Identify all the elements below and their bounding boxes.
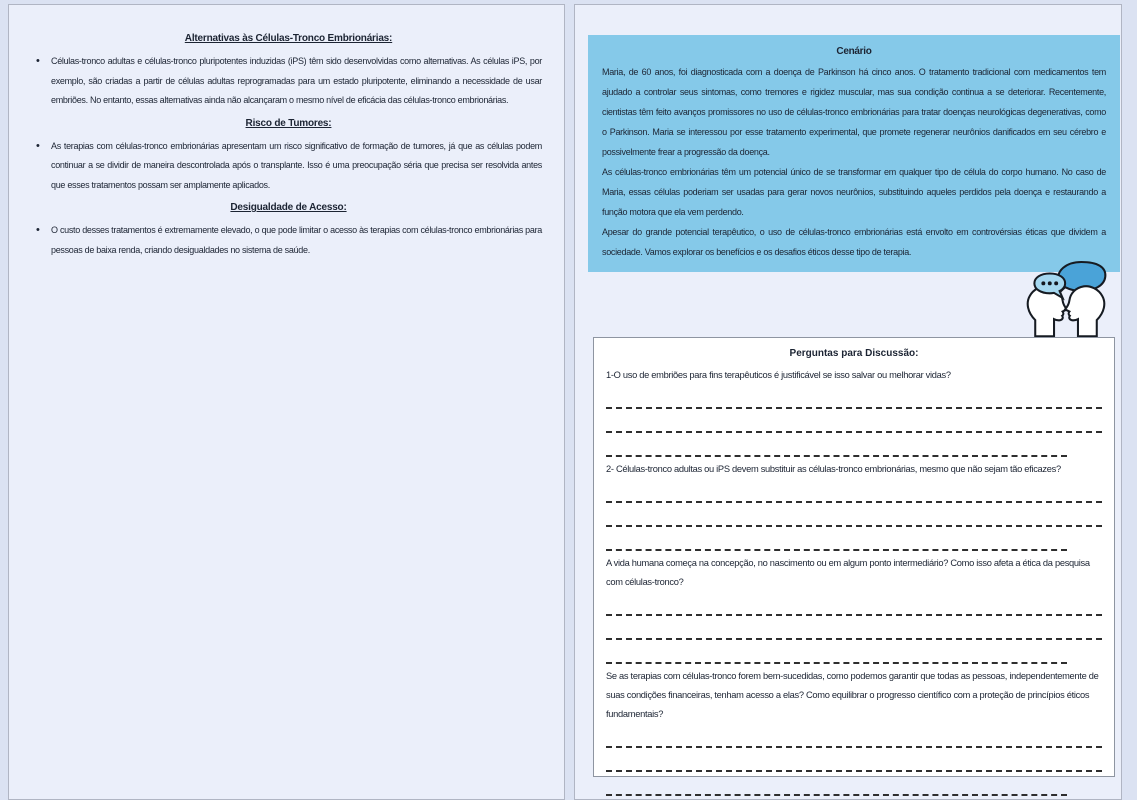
answer-line: [606, 385, 1102, 409]
answer-line: [606, 592, 1102, 616]
scenario-box: [588, 35, 1120, 272]
answer-line: [606, 616, 1102, 640]
section-heading-alternativas: Alternativas às Células-Tronco Embrionárias:: [184, 33, 393, 44]
left-page: [8, 4, 565, 800]
bullet-item: [35, 52, 542, 111]
bullet-text: Células-tronco adultas e células-tronco pluripotentes induzidas (iPS) têm sido desenvolvidas como alternativas. As células iPS, por exemplo, são criadas a partir de células adultas reprogramadas para um estado pluripotente, eliminando a necessidade de usar embriões. No entanto, essas alternativas ainda não alcançaram o mesmo nível de eficácia das células-tronco embrionárias.: [51, 56, 542, 105]
bullet-text: As terapias com células-tronco embrionárias apresentam um risco significativo de formação de tumores, já que as células podem continuar a se dividir de maneira descontrolada após o transplante. Isso é uma preocupação séria que precisa ser resolvida antes que esses tratamentos possam ser amplamente aplicados.: [51, 140, 542, 190]
answer-line: [606, 772, 1067, 796]
question-block: [606, 366, 1102, 457]
bullet-dot: •: [36, 224, 40, 236]
bubble-dot-icon: [1054, 281, 1058, 285]
bullet-item: [35, 137, 542, 196]
answer-line: [606, 433, 1067, 457]
discussion-title: Perguntas para Discussão:: [789, 348, 919, 359]
discussion-heads-icon: [1019, 257, 1113, 337]
answer-line: [606, 724, 1102, 748]
bullet-dot: •: [36, 139, 40, 152]
bullet-item: [35, 221, 542, 260]
question-block: [606, 554, 1102, 664]
question-block: [606, 460, 1102, 551]
bubble-dot-icon: [1048, 281, 1052, 285]
answer-line: [606, 409, 1102, 433]
right-page: [574, 4, 1122, 800]
answer-line: [606, 527, 1067, 551]
discussion-box: [593, 337, 1115, 777]
question-text: Se as terapias com células-tronco forem bem-sucedidas, como podemos garantir que todas as pessoas, independentemente de suas condições financeiras, tenham acesso a elas? Como equilibrar o progresso científico com a proteção de princípios éticos fundamentais?: [606, 671, 1099, 719]
question-text: 1-O uso de embriões para fins terapêuticos é justificável se isso salvar ou melhorar vidas?: [606, 370, 951, 380]
answer-line: [606, 503, 1102, 527]
answer-line: [606, 640, 1067, 664]
bubble-dot-icon: [1041, 281, 1045, 285]
head-right-icon: [1065, 286, 1104, 336]
scenario-paragraph: Apesar do grande potencial terapêutico, o uso de células-tronco embrionárias está envolto em controvérsias éticas que dividem a sociedade. Vamos explorar os benefícios e os desafios éticos desse tipo de terapia.: [602, 227, 1106, 257]
question-block: [606, 667, 1102, 796]
section-heading-desigualdade: Desigualdade de Acesso:: [230, 202, 347, 213]
scenario-paragraph: Maria, de 60 anos, foi diagnosticada com a doença de Parkinson há cinco anos. O tratamento tradicional com medicamentos tem ajudado a controlar seus sintomas, como tremores e rigidez muscular, mas sua condição continua a se deteriorar. Recentemente, cientistas têm feito avanços promissores no uso de células-tronco embrionárias para tratar doenças neurológicas degenerativas, como o Parkinson. Maria se interessou por esse tratamento experimental, que promete regenerar neurônios danificados em seu cérebro e possivelmente frear a progressão da doença.: [602, 67, 1106, 157]
question-text: 2- Células-tronco adultas ou iPS devem substituir as células-tronco embrionárias, mesmo que não sejam tão eficazes?: [606, 464, 1061, 474]
scenario-title: Cenário: [836, 46, 872, 57]
bullet-dot: •: [36, 55, 40, 67]
question-text: A vida humana começa na concepção, no nascimento ou em algum ponto intermediário? Como isso afeta a ética da pesquisa com células-tronco?: [606, 558, 1090, 587]
bullet-text: O custo desses tratamentos é extremamente elevado, o que pode limitar o acesso às terapias com células-tronco embrionárias para pessoas de baixa renda, criando desigualdades no sistema de saúde.: [51, 225, 542, 255]
answer-line: [606, 748, 1102, 772]
section-heading-risco: Risco de Tumores:: [245, 117, 332, 129]
scenario-paragraph: As células-tronco embrionárias têm um potencial único de se transformar em qualquer tipo de célula do corpo humano. No caso de Maria, essas células poderiam ser usadas para gerar novos neurônios, substituindo aqueles perdidos pela doença e restaurando a função motora que ela vem perdendo.: [602, 167, 1106, 217]
answer-line: [606, 479, 1102, 503]
